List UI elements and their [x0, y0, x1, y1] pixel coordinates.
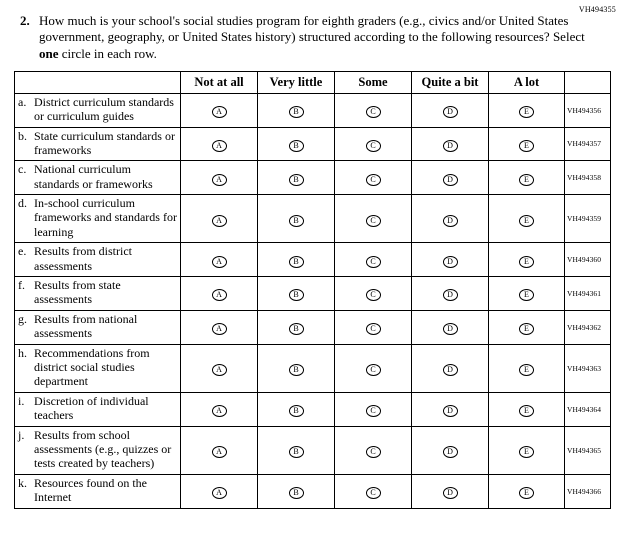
answer-circle-d[interactable]: D	[443, 106, 458, 118]
header-quite-a-bit: Quite a bit	[412, 71, 489, 93]
table-row	[15, 310, 611, 344]
row-label-cell	[15, 344, 181, 392]
row-item-code: VH494364	[565, 392, 611, 426]
option-cell-very-little	[258, 310, 335, 344]
answer-circle-a[interactable]: A	[212, 364, 227, 376]
option-cell-some	[335, 277, 412, 311]
table-row	[15, 243, 611, 277]
row-label-text: Recommendations from district social studies department	[34, 345, 150, 389]
option-cell-quite-a-bit	[412, 344, 489, 392]
option-cell-a-lot	[489, 127, 565, 161]
table-row	[15, 161, 611, 195]
option-cell-very-little	[258, 392, 335, 426]
option-cell-some	[335, 426, 412, 474]
answer-circle-d[interactable]: D	[443, 446, 458, 458]
row-label-text: Resources found on the Internet	[34, 475, 147, 505]
table-header-row	[15, 71, 611, 93]
answer-circle-b[interactable]: B	[289, 289, 304, 301]
answer-circle-b[interactable]: B	[289, 215, 304, 227]
table-row	[15, 93, 611, 127]
row-item-code: VH494356	[565, 93, 611, 127]
row-item-code: VH494366	[565, 474, 611, 508]
answer-circle-d[interactable]: D	[443, 364, 458, 376]
answer-circle-a[interactable]: A	[212, 215, 227, 227]
answer-circle-e[interactable]: E	[519, 174, 534, 186]
option-cell-very-little	[258, 127, 335, 161]
answer-circle-c[interactable]: C	[366, 487, 381, 499]
answer-circle-d[interactable]: D	[443, 289, 458, 301]
row-item-code: VH494362	[565, 310, 611, 344]
option-cell-a-lot	[489, 161, 565, 195]
option-cell-not-at-all	[181, 310, 258, 344]
answer-circle-b[interactable]: B	[289, 405, 304, 417]
row-letter-prefix: j.	[18, 427, 25, 442]
answer-circle-d[interactable]: D	[443, 140, 458, 152]
header-very-little: Very little	[258, 71, 335, 93]
row-label-cell	[15, 426, 181, 474]
row-item-code: VH494361	[565, 277, 611, 311]
row-letter-prefix: b.	[18, 128, 27, 143]
answer-circle-b[interactable]: B	[289, 487, 304, 499]
header-not-at-all: Not at all	[181, 71, 258, 93]
answer-circle-a[interactable]: A	[212, 174, 227, 186]
answer-circle-b[interactable]: B	[289, 446, 304, 458]
answer-circle-c[interactable]: C	[366, 106, 381, 118]
option-cell-some	[335, 195, 412, 243]
row-label-cell	[15, 195, 181, 243]
question-text	[39, 13, 588, 62]
row-item-code: VH494358	[565, 161, 611, 195]
table-row	[15, 474, 611, 508]
option-cell-quite-a-bit	[412, 195, 489, 243]
table-row	[15, 392, 611, 426]
row-label-text: State curriculum standards or frameworks	[34, 128, 175, 157]
answer-circle-d[interactable]: D	[443, 487, 458, 499]
option-cell-very-little	[258, 195, 335, 243]
option-cell-not-at-all	[181, 474, 258, 508]
option-cell-very-little	[258, 344, 335, 392]
answer-circle-e[interactable]: E	[519, 446, 534, 458]
response-matrix-table	[14, 71, 611, 509]
answer-circle-b[interactable]: B	[289, 256, 304, 268]
answer-circle-e[interactable]: E	[519, 289, 534, 301]
answer-circle-b[interactable]: B	[289, 174, 304, 186]
row-label-text: Results from district assessments	[34, 244, 132, 273]
option-cell-quite-a-bit	[412, 243, 489, 277]
header-some: Some	[335, 71, 412, 93]
row-label-cell	[15, 93, 181, 127]
option-cell-a-lot	[489, 474, 565, 508]
row-label-text: National curriculum standards or frameworks	[34, 162, 153, 191]
answer-circle-c[interactable]: C	[366, 405, 381, 417]
option-cell-some	[335, 243, 412, 277]
answer-circle-a[interactable]: A	[212, 487, 227, 499]
answer-circle-c[interactable]: C	[366, 215, 381, 227]
table-row	[15, 344, 611, 392]
row-label-cell	[15, 310, 181, 344]
answer-circle-d[interactable]: D	[443, 256, 458, 268]
answer-circle-a[interactable]: A	[212, 405, 227, 417]
question-block	[0, 0, 624, 71]
header-empty-right	[565, 71, 611, 93]
table-body	[15, 93, 611, 508]
option-cell-some	[335, 127, 412, 161]
row-letter-prefix: d.	[18, 196, 27, 211]
option-cell-not-at-all	[181, 161, 258, 195]
option-cell-some	[335, 161, 412, 195]
option-cell-quite-a-bit	[412, 426, 489, 474]
row-letter-prefix: e.	[18, 244, 27, 259]
option-cell-not-at-all	[181, 243, 258, 277]
row-item-code: VH494363	[565, 344, 611, 392]
answer-circle-e[interactable]: E	[519, 364, 534, 376]
answer-circle-c[interactable]: C	[366, 446, 381, 458]
answer-circle-a[interactable]: A	[212, 256, 227, 268]
answer-circle-c[interactable]: C	[366, 364, 381, 376]
option-cell-not-at-all	[181, 277, 258, 311]
table-row	[15, 127, 611, 161]
row-label-cell	[15, 474, 181, 508]
option-cell-some	[335, 310, 412, 344]
row-letter-prefix: f.	[18, 278, 25, 293]
question-text-bold: one	[39, 45, 59, 61]
row-item-code: VH494359	[565, 195, 611, 243]
option-cell-a-lot	[489, 243, 565, 277]
answer-circle-b[interactable]: B	[289, 140, 304, 152]
row-label-cell	[15, 127, 181, 161]
option-cell-not-at-all	[181, 93, 258, 127]
option-cell-quite-a-bit	[412, 277, 489, 311]
option-cell-very-little	[258, 426, 335, 474]
option-cell-not-at-all	[181, 344, 258, 392]
option-cell-some	[335, 392, 412, 426]
answer-circle-e[interactable]: E	[519, 405, 534, 417]
row-label-cell	[15, 277, 181, 311]
page-corner-code: VH494355	[578, 5, 616, 14]
answer-circle-a[interactable]: A	[212, 323, 227, 335]
row-letter-prefix: h.	[18, 345, 27, 360]
answer-circle-e[interactable]: E	[519, 487, 534, 499]
option-cell-some	[335, 474, 412, 508]
table-row	[15, 426, 611, 474]
answer-circle-e[interactable]: E	[519, 106, 534, 118]
answer-circle-c[interactable]: C	[366, 256, 381, 268]
answer-circle-c[interactable]: C	[366, 140, 381, 152]
row-item-code: VH494360	[565, 243, 611, 277]
row-item-code: VH494357	[565, 127, 611, 161]
answer-circle-b[interactable]: B	[289, 106, 304, 118]
row-label-text: Discretion of individual teachers	[34, 393, 149, 423]
row-letter-prefix: a.	[18, 94, 27, 109]
row-label-text: In-school curriculum frameworks and standards for learning	[34, 196, 177, 239]
row-label-text: Results from national assessments	[34, 311, 138, 341]
row-item-code: VH494365	[565, 426, 611, 474]
option-cell-quite-a-bit	[412, 310, 489, 344]
option-cell-a-lot	[489, 93, 565, 127]
answer-circle-d[interactable]: D	[443, 215, 458, 227]
answer-circle-e[interactable]: E	[519, 323, 534, 335]
option-cell-a-lot	[489, 277, 565, 311]
answer-circle-c[interactable]: C	[366, 323, 381, 335]
option-cell-a-lot	[489, 310, 565, 344]
option-cell-quite-a-bit	[412, 392, 489, 426]
row-label-text: Results from state assessments	[34, 278, 121, 307]
table-row	[15, 277, 611, 311]
option-cell-not-at-all	[181, 392, 258, 426]
option-cell-very-little	[258, 161, 335, 195]
option-cell-not-at-all	[181, 426, 258, 474]
answer-circle-e[interactable]: E	[519, 140, 534, 152]
table-row	[15, 195, 611, 243]
row-letter-prefix: c.	[18, 162, 27, 177]
answer-circle-a[interactable]: A	[212, 446, 227, 458]
option-cell-very-little	[258, 93, 335, 127]
option-cell-some	[335, 93, 412, 127]
row-label-cell	[15, 392, 181, 426]
option-cell-quite-a-bit	[412, 93, 489, 127]
question-text-suffix: circle in each row.	[58, 45, 157, 61]
answer-circle-a[interactable]: A	[212, 106, 227, 118]
option-cell-a-lot	[489, 195, 565, 243]
row-label-text: District curriculum standards or curriculum guides	[34, 94, 174, 124]
option-cell-a-lot	[489, 426, 565, 474]
answer-circle-d[interactable]: D	[443, 174, 458, 186]
option-cell-a-lot	[489, 392, 565, 426]
row-letter-prefix: i.	[18, 393, 25, 408]
answer-circle-e[interactable]: E	[519, 256, 534, 268]
row-letter-prefix: g.	[18, 311, 27, 326]
answer-circle-b[interactable]: B	[289, 323, 304, 335]
option-cell-not-at-all	[181, 195, 258, 243]
option-cell-a-lot	[489, 344, 565, 392]
option-cell-very-little	[258, 474, 335, 508]
answer-circle-a[interactable]: A	[212, 140, 227, 152]
option-cell-quite-a-bit	[412, 161, 489, 195]
row-label-cell	[15, 161, 181, 195]
option-cell-not-at-all	[181, 127, 258, 161]
option-cell-quite-a-bit	[412, 127, 489, 161]
row-letter-prefix: k.	[18, 475, 27, 490]
row-label-cell	[15, 243, 181, 277]
answer-circle-c[interactable]: C	[366, 174, 381, 186]
option-cell-quite-a-bit	[412, 474, 489, 508]
header-a-lot: A lot	[489, 71, 565, 93]
answer-circle-c[interactable]: C	[366, 289, 381, 301]
answer-circle-d[interactable]: D	[443, 323, 458, 335]
answer-circle-a[interactable]: A	[212, 289, 227, 301]
answer-circle-e[interactable]: E	[519, 215, 534, 227]
answer-circle-d[interactable]: D	[443, 405, 458, 417]
answer-circle-b[interactable]: B	[289, 364, 304, 376]
option-cell-very-little	[258, 243, 335, 277]
question-number: 2.	[20, 13, 30, 28]
option-cell-some	[335, 344, 412, 392]
header-empty-left	[15, 71, 181, 93]
row-label-text: Results from school assessments (e.g., quizzes or tests created by teachers)	[34, 427, 172, 471]
option-cell-very-little	[258, 277, 335, 311]
question-text-main: How much is your school's social studies program for eighth graders (e.g., civics and/or United States government, geography, or United States history) structured according to the following resources? Select	[39, 13, 585, 45]
